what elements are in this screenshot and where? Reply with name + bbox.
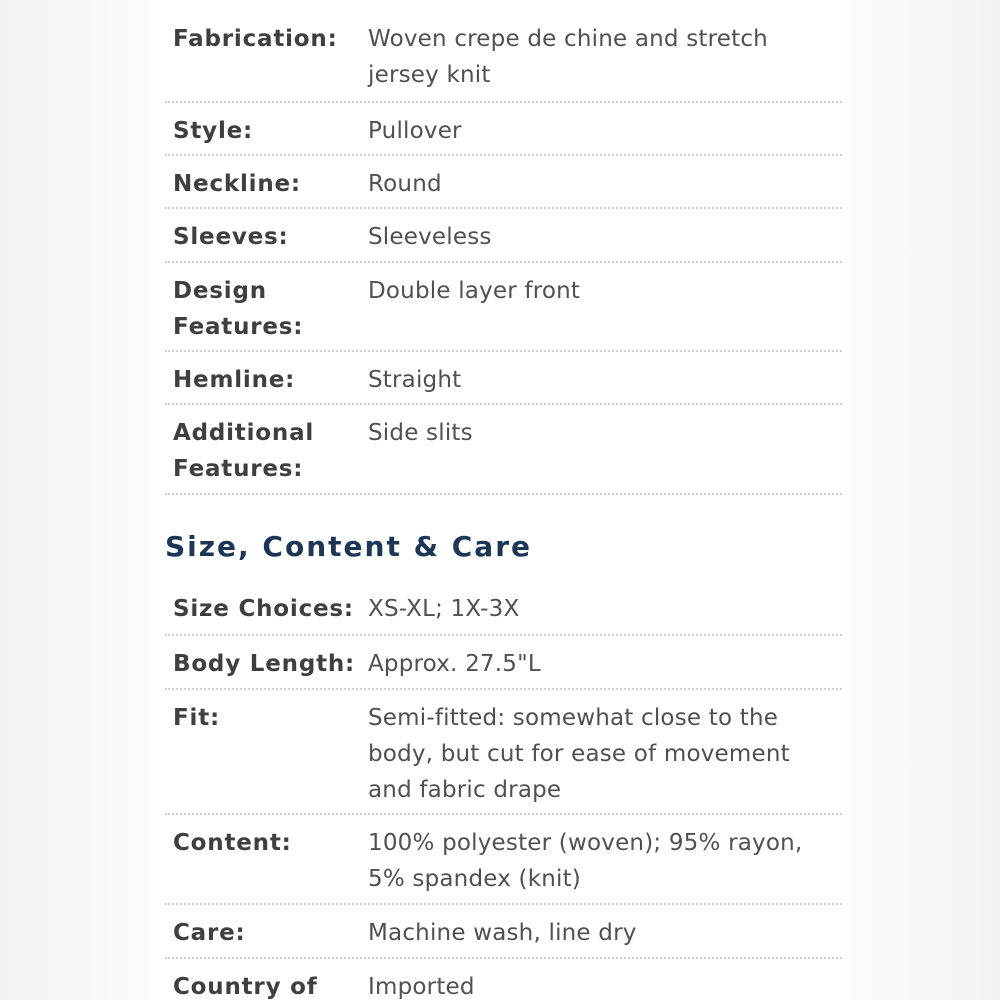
detail-row-fabrication <box>165 0 842 103</box>
detail-row-design-features <box>165 263 842 352</box>
detail-row-hemline <box>165 352 842 405</box>
size-label: Country of <box>173 974 318 1000</box>
size-label: Body Length: <box>173 651 356 677</box>
detail-row-neckline <box>165 156 842 209</box>
detail-row-style <box>165 103 842 156</box>
size-label: Size Choices: <box>173 596 354 622</box>
detail-value: Woven crepe de chine and stretch jersey knit <box>368 26 768 88</box>
detail-label: Design Features: <box>173 278 304 340</box>
size-label: Fit: <box>173 705 220 731</box>
size-value: Machine wash, line dry <box>368 920 637 946</box>
size-label: Content: <box>173 830 292 856</box>
detail-value: Straight <box>368 367 462 393</box>
detail-value: Double layer front <box>368 278 581 304</box>
section-title: Size, Content & Care <box>165 530 533 563</box>
detail-value: Round <box>368 171 442 197</box>
detail-label: Sleeves: <box>173 224 289 250</box>
size-value: XS-XL; 1X-3X <box>368 596 520 622</box>
details-table <box>165 0 842 495</box>
size-row-fit <box>165 690 842 815</box>
size-row-care <box>165 905 842 959</box>
detail-row-additional-features <box>165 405 842 495</box>
size-row-size-choices <box>165 588 842 636</box>
detail-row-sleeves <box>165 209 842 263</box>
detail-label: Additional Features: <box>173 420 315 482</box>
detail-label: Fabrication: <box>173 26 338 52</box>
size-row-content <box>165 815 842 905</box>
size-label: Care: <box>173 920 246 946</box>
size-value: 100% polyester (woven); 95% rayon, 5% spandex (knit) <box>368 830 803 892</box>
size-row-country-of-origin <box>165 959 842 1000</box>
detail-value: Sleeveless <box>368 224 492 250</box>
detail-label: Neckline: <box>173 171 301 197</box>
detail-value: Side slits <box>368 420 473 446</box>
size-value: Approx. 27.5"L <box>368 651 541 677</box>
size-row-body-length <box>165 636 842 690</box>
size-value: Semi-fitted: somewhat close to the body, but cut for ease of movement and fabric drape <box>368 705 790 803</box>
detail-label: Hemline: <box>173 367 296 393</box>
detail-label: Style: <box>173 118 254 144</box>
size-content-care-table <box>165 588 842 1000</box>
size-value: Imported <box>368 974 475 1000</box>
detail-value: Pullover <box>368 118 462 144</box>
